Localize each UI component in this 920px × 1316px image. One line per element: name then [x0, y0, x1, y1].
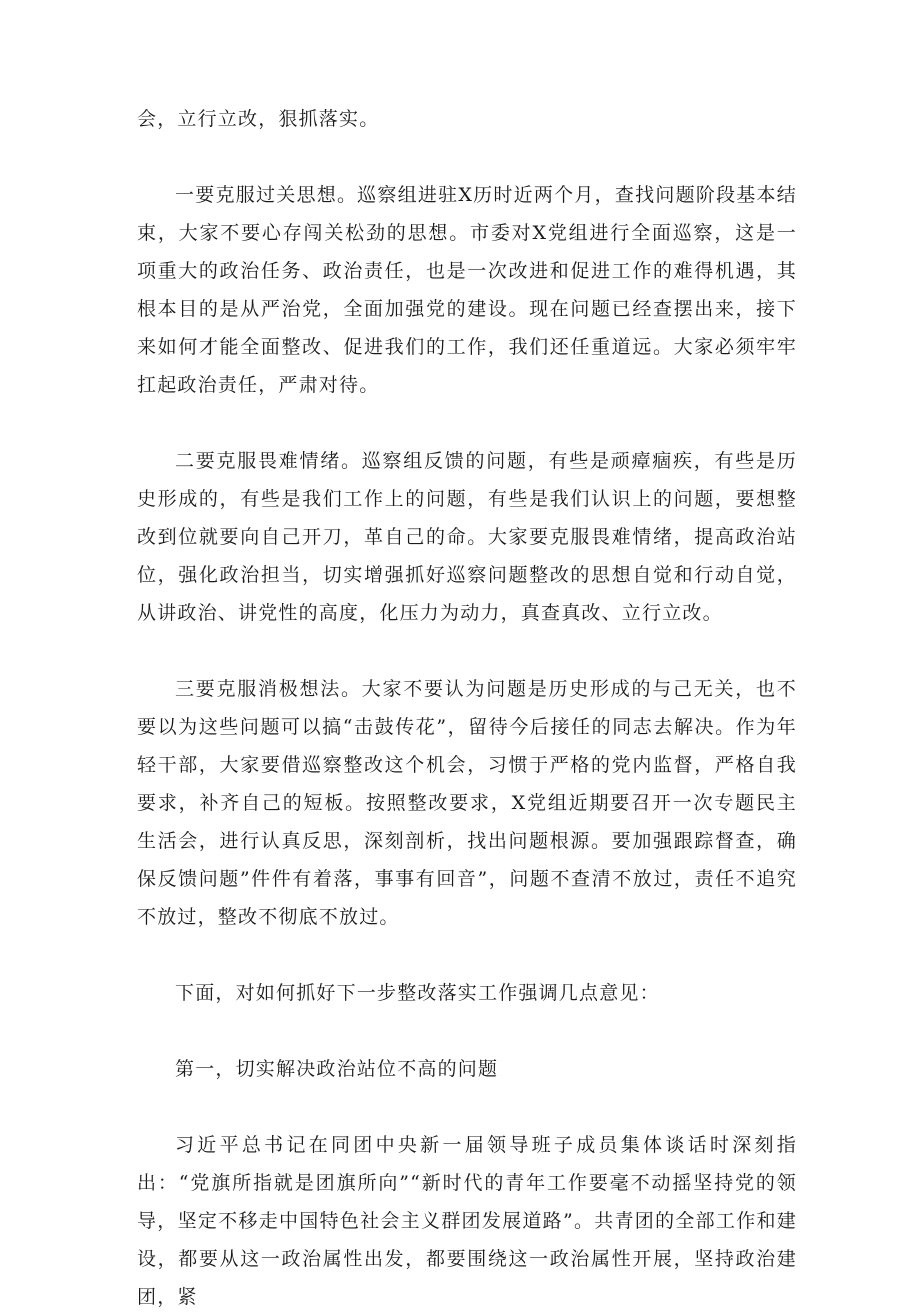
section-heading-first: 第一，切实解决政治站位不高的问题: [175, 1058, 499, 1080]
paragraph-xi-quote: 习近平总书记在同团中央新一届领导班子成员集体谈话时深刻指出：“党旗所指就是团旗所向”“新时代的青年工作要毫不动摇坚持党的领导，坚定不移走中国特色社会主义群团发展道路”。共青团的全部工作和建设，都要从这一政治属性出发，都要围绕这一政治属性开展，坚持政治建团，紧: [137, 1134, 797, 1308]
paragraph-overcome-negative-thinking: 三要克服消极想法。大家不要认为问题是历史形成的与己无关，也不要以为这些问题可以搞“击鼓传花”，留待今后接任的同志去解决。作为年轻干部，大家要借巡察整改这个机会，习惯于严格的党内监督，严格自我要求，补齐自己的短板。按照整改要求，X党组近期要召开一次专题民主生活会，进行认真反思，深刻剖析，找出问题根源。要加强跟踪督查，确保反馈问题”件件有着落，事事有回音”，问题不查清不放过，责任不追究不放过，整改不彻底不放过。: [137, 678, 797, 928]
document-body: [137, 100, 797, 1316]
paragraph-intro-opinions: 下面，对如何抓好下一步整改落实工作强调几点意见：: [175, 982, 660, 1004]
paragraph-overcome-fear-of-difficulty: 二要克服畏难情绪。巡察组反馈的问题，有些是顽瘴痼疾，有些是历史形成的，有些是我们工作上的问题，有些是我们认识上的问题，要想整改到位就要向自己开刀，革自己的命。大家要克服畏难情绪，提高政治站位，强化政治担当，切实增强抓好巡察问题整改的思想自觉和行动自觉，从讲政治、讲党性的高度，化压力为动力，真查真改、立行立改。: [137, 450, 797, 624]
paragraph-overcome-pass-mindset: 一要克服过关思想。巡察组进驻X历时近两个月，查找问题阶段基本结束，大家不要心存闯关松劲的思想。市委对X党组进行全面巡察，这是一项重大的政治任务、政治责任，也是一次改进和促进工作的难得机遇，其根本目的是从严治党，全面加强党的建设。现在问题已经查摆出来，接下来如何才能全面整改、促进我们的工作，我们还任重道远。大家必须牢牢扛起政治责任，严肃对待。: [137, 184, 797, 396]
paragraph-continuation: 会，立行立改，狠抓落实。: [137, 108, 380, 130]
